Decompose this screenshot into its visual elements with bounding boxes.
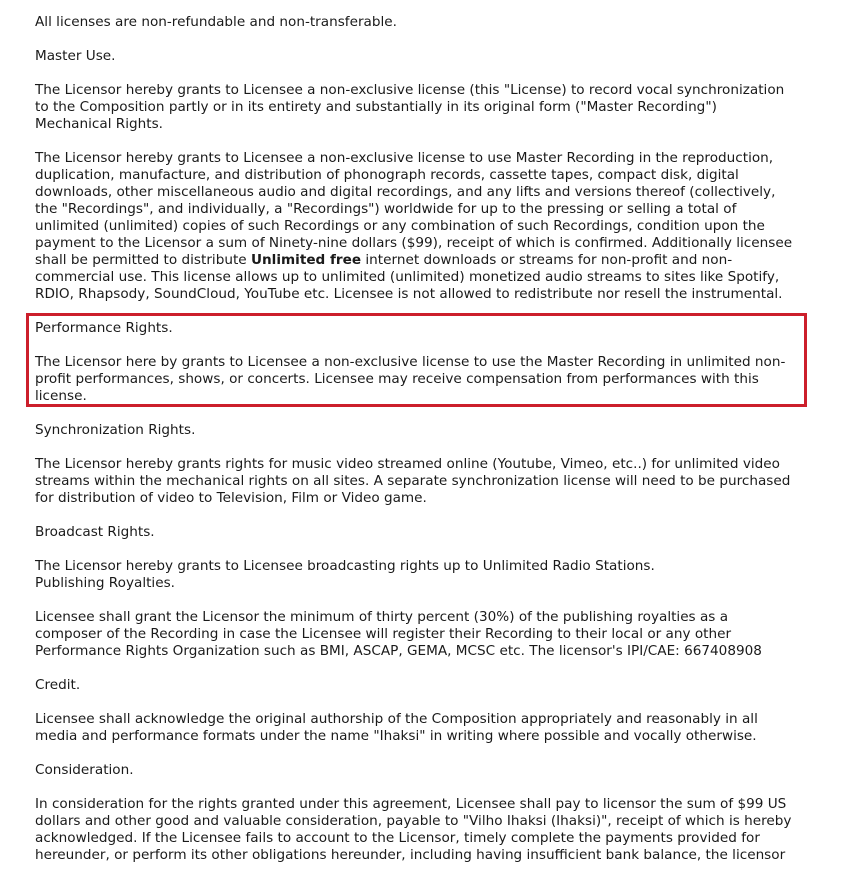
- consideration-body: [35, 796, 825, 864]
- text-line: to the Composition partly or in its entirety and substantially in its original form ("Master Recording"): [35, 99, 717, 115]
- text-fragment: internet downloads or streams for non-profit and non-: [361, 252, 733, 268]
- mechanical-rights-body: [35, 150, 825, 303]
- text-line: the "Recordings", and individually, a "Recordings") worldwide for up to the pressing or selling a total of: [35, 201, 737, 217]
- publishing-royalties-heading: Publishing Royalties.: [35, 575, 175, 591]
- text-line: The Licensor hereby grants to Licensee a non-exclusive license to use Master Recording in the reproduction,: [35, 150, 774, 166]
- master-use-body: [35, 82, 825, 133]
- text-line: media and performance formats under the name "Ihaksi" in writing where possible and vocally otherwise.: [35, 728, 757, 744]
- text-line: The Licensor here by grants to Licensee a non-exclusive license to use the Master Recording in unlimited non-: [35, 354, 786, 370]
- text-line: downloads, other miscellaneous audio and digital recordings, and any lifts and versions thereof (collectively,: [35, 184, 776, 200]
- publishing-royalties-body: [35, 609, 825, 660]
- consideration-heading: Consideration.: [35, 762, 134, 778]
- synchronization-rights-heading: Synchronization Rights.: [35, 422, 196, 438]
- text-line: commercial use. This license allows up to unlimited (unlimited) monetized audio streams to sites like Spotify,: [35, 269, 780, 285]
- license-document: [35, 14, 825, 864]
- text-line: unlimited (unlimited) copies of such Recordings or any combination of such Recordings, condition upon the: [35, 218, 765, 234]
- text-line: profit performances, shows, or concerts. Licensee may receive compensation from performances with this: [35, 371, 759, 387]
- text-line: [35, 252, 825, 269]
- text-line: The Licensor hereby grants to Licensee a non-exclusive license (this "License) to record vocal synchronization: [35, 82, 785, 98]
- text-line: In consideration for the rights granted under this agreement, Licensee shall pay to licensor the sum of $99 US: [35, 796, 787, 812]
- broadcast-rights-heading: Broadcast Rights.: [35, 524, 155, 540]
- text-line: streams within the mechanical rights on all sites. A separate synchronization license will need to be purchased: [35, 473, 791, 489]
- synchronization-rights-body: [35, 456, 825, 507]
- text-line: RDIO, Rhapsody, SoundCloud, YouTube etc. Licensee is not allowed to redistribute nor resell the instrumental.: [35, 286, 783, 302]
- text-line: The Licensor hereby grants rights for music video streamed online (Youtube, Vimeo, etc..) for unlimited video: [35, 456, 780, 472]
- text-line: duplication, manufacture, and distribution of phonograph records, cassette tapes, compact disk, digital: [35, 167, 739, 183]
- text-fragment: shall be permitted to distribute: [35, 252, 251, 268]
- performance-rights-heading: Performance Rights.: [35, 320, 173, 336]
- unlimited-free-emphasis: Unlimited free: [250, 252, 362, 268]
- text-line: Licensee shall grant the Licensor the minimum of thirty percent (30%) of the publishing royalties as a: [35, 609, 729, 625]
- performance-rights-body: [35, 354, 825, 405]
- text-line: payment to the Licensor a sum of Ninety-nine dollars ($99), receipt of which is confirmed. Additionally licensee: [35, 235, 793, 251]
- text-line: Licensee shall acknowledge the original authorship of the Composition appropriately and reasonably in all: [35, 711, 758, 727]
- text-line: hereunder, or perform its other obligations hereunder, including having insufficient bank balance, the licensor: [35, 847, 786, 863]
- text-line: acknowledged. If the Licensee fails to account to the Licensor, timely complete the payments provided for: [35, 830, 760, 846]
- text-line: for distribution of video to Television, Film or Video game.: [35, 490, 427, 506]
- credit-body: [35, 711, 825, 745]
- master-use-heading: Master Use.: [35, 48, 116, 64]
- text-line: Mechanical Rights.: [35, 116, 164, 132]
- broadcast-rights-body: [35, 558, 825, 592]
- text-line: Performance Rights Organization such as BMI, ASCAP, GEMA, MCSC etc. The licensor's IPI/CAE: 667408908: [35, 643, 762, 659]
- text-line: license.: [35, 388, 87, 404]
- text-line: The Licensor hereby grants to Licensee broadcasting rights up to Unlimited Radio Stations.: [35, 558, 655, 574]
- credit-heading: Credit.: [35, 677, 81, 693]
- text-line: composer of the Recording in case the Licensee will register their Recording to their local or any other: [35, 626, 732, 642]
- intro-text: All licenses are non-refundable and non-transferable.: [35, 14, 397, 30]
- text-line: dollars and other good and valuable consideration, payable to "Vilho Ihaksi (Ihaksi)", receipt of which is hereby: [35, 813, 792, 829]
